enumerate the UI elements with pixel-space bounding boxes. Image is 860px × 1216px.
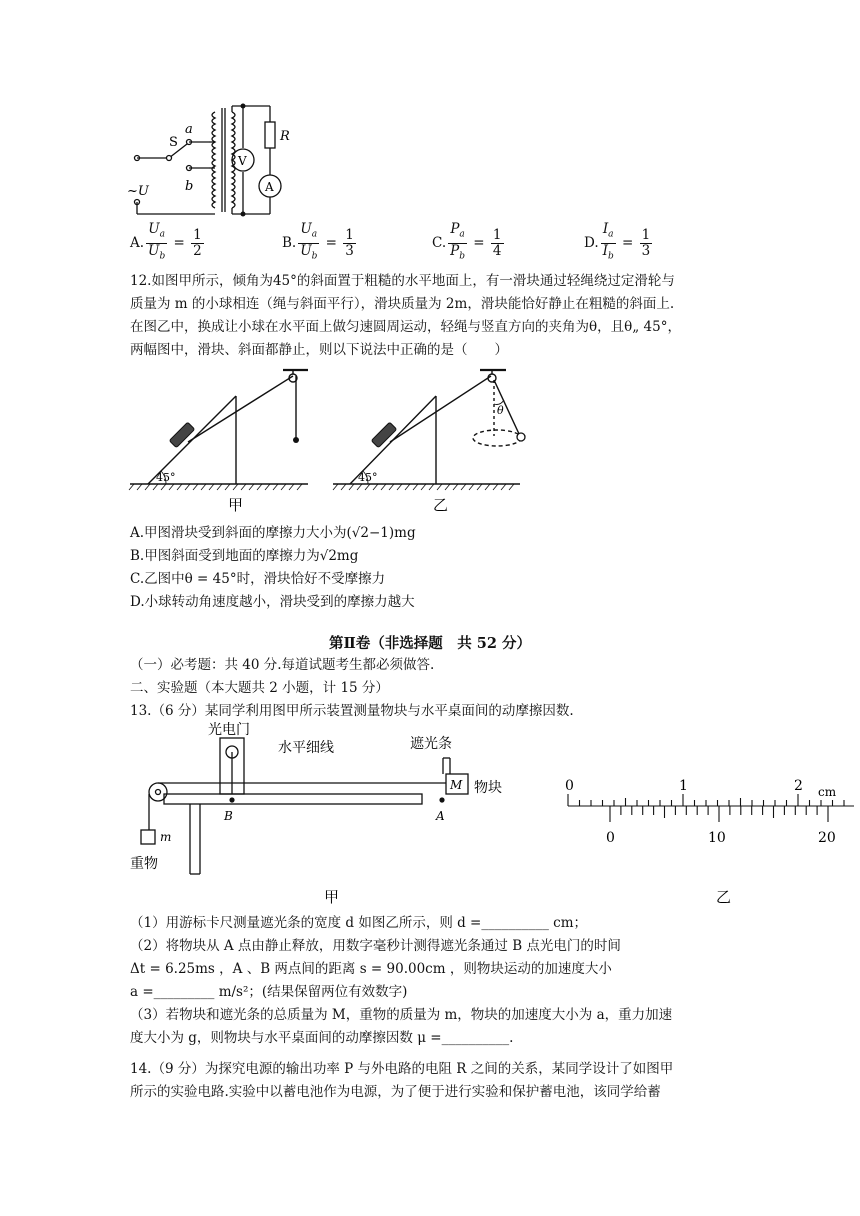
part2-heading: 二、实验题（本大题共 2 小题，计 15 分） <box>130 680 389 696</box>
q12-figure <box>128 364 528 516</box>
q12-option-b[interactable]: B.甲图斜面受到地面的摩擦力为√2mg <box>130 548 359 564</box>
fig13-label-yi: 乙 <box>716 888 732 906</box>
q14-line2: 所示的实验电路.实验中以蓄电池作为电源，为了便于进行实验和保护蓄电池，该同学给蓄 <box>130 1084 661 1100</box>
q12-option-a[interactable]: A.甲图滑块受到斜面的摩擦力大小为(√2−1)mg <box>130 525 416 541</box>
q12-option-d[interactable]: D.小球转动角速度越小，滑块受到的摩擦力越大 <box>130 594 415 610</box>
q11-option-b[interactable]: B. $\frac{U_a}{U_b}$ = $\frac{1}{3}$ <box>282 221 354 262</box>
section-title: 第Ⅱ卷（非选择题 共 52 分） <box>329 635 531 652</box>
figure-label-yi: 乙 <box>433 496 449 514</box>
resistor-label: R <box>280 129 290 144</box>
q13-sub2b: Δt = 6.25ms ，A 、B 两点间的距离 s = 90.00cm ，则物块运动的加速度大小 <box>130 961 612 977</box>
theta-label: θ <box>497 404 504 417</box>
source-label: ~U <box>127 184 149 199</box>
q12-stem: 12.如图甲所示，倾角为45°的斜面置于粗糙的水平地面上，有一滑块通过轻绳绕过定滑轮与 质量为 m 的小球相连（绳与斜面平行），滑块质量为 2m，滑块能恰好静止在粗糙的斜面上. 在图乙中，换成让小球在水平面上做匀速圆周运动，轻绳与竖直方向的夹角为θ，且θ„ 45°， 两幅图中，滑块、斜面都静止，则以下说法中正确的是（ ） <box>130 273 681 358</box>
photogate-label: 光电门 <box>208 722 250 738</box>
terminal-b-label: b <box>185 179 194 194</box>
required-note: （一）必考题：共 40 分.每道试题考生都必须做答. <box>130 657 435 673</box>
vernier-scale-10: 10 <box>708 830 726 846</box>
point-a-label: A <box>436 809 445 823</box>
weight-label: 重物 <box>130 856 158 872</box>
q14-line1: 14.（9 分）为探究电源的输出功率 P 与外电路的电阻 R 之间的关系，某同学设计了如图甲 <box>130 1061 674 1077</box>
fig13-label-jia: 甲 <box>324 888 340 906</box>
q13-sub3a: （3）若物块和遮光条的总质量为 M，重物的质量为 m，物块的加速度大小为 a，重力加速 <box>130 1007 673 1023</box>
q13-sub1: （1）用游标卡尺测量遮光条的宽度 d 如图乙所示，则 d =__________ cm； <box>130 915 588 931</box>
shade-strip-label: 遮光条 <box>410 736 452 752</box>
main-scale-2: 2 <box>794 778 803 794</box>
q11-option-d[interactable]: D. $\frac{I_a}{I_b}$ = $\frac{1}{3}$ <box>584 221 651 262</box>
string-label: 水平细线 <box>278 740 334 756</box>
switch-label: S <box>169 135 178 150</box>
scale-unit: cm <box>818 785 837 799</box>
q13-sub2c: a =_________ m/s²；(结果保留两位有效数字) <box>130 984 408 1000</box>
weight-mass-label: m <box>160 830 172 844</box>
terminal-a-label: a <box>185 122 193 137</box>
point-b-label: B <box>224 809 233 823</box>
q13-figure <box>128 722 858 910</box>
vernier-scale-0: 0 <box>606 830 615 846</box>
q14-stem <box>130 1058 735 1104</box>
q11-circuit-figure <box>125 100 305 220</box>
vernier-scale-20: 20 <box>818 830 836 846</box>
q13-stem: 13.（6 分）某同学利用图甲所示装置测量物块与水平桌面间的动摩擦因数. <box>130 703 574 719</box>
ammeter-label: A <box>265 180 274 194</box>
block-label: 物块 <box>474 780 502 796</box>
q13-sub3b: 度大小为 g，则物块与水平桌面间的动摩擦因数 μ =__________. <box>130 1030 514 1046</box>
angle-label-right: 45° <box>358 471 378 484</box>
main-scale-0: 0 <box>565 778 574 794</box>
angle-label-left: 45° <box>156 471 176 484</box>
main-scale-1: 1 <box>679 778 688 794</box>
q13-subquestions <box>130 912 735 1050</box>
q13-sub2a: （2）将物块从 A 点由静止释放，用数字毫秒计测得遮光条通过 B 点光电门的时间 <box>130 938 621 954</box>
voltmeter-label: V <box>238 154 247 168</box>
vernier-caliper <box>568 794 854 822</box>
section-intro <box>130 654 735 723</box>
figure-label-jia: 甲 <box>228 496 244 514</box>
q11-option-c[interactable]: C. $\frac{P_a}{P_b}$ = $\frac{1}{4}$ <box>432 221 502 262</box>
q12-option-c[interactable]: C.乙图中θ = 45°时，滑块恰好不受摩擦力 <box>130 571 386 587</box>
block-mass-label: M <box>450 778 463 792</box>
q11-option-a[interactable]: A. $\frac{U_a}{U_b}$ = $\frac{1}{2}$ <box>130 221 202 262</box>
q12-options <box>130 522 735 614</box>
